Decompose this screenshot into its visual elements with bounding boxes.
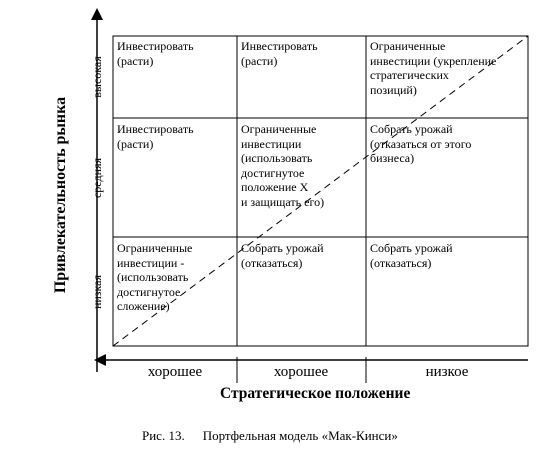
row-label-high: высокая: [90, 56, 104, 98]
cell-low-low: Собрать урожай (отказаться): [370, 241, 453, 270]
cell-high-good-2: Инвестировать (расти): [241, 39, 318, 68]
cell-medium-good-1: Инвестировать (расти): [117, 122, 194, 151]
x-axis-title: Стратегическое положение: [220, 385, 411, 402]
caption-text: Портфельная модель «Мак-Кинси»: [202, 428, 398, 443]
cell-high-good-1: Инвестировать (расти): [117, 39, 194, 68]
cell-medium-low: Собрать урожай (отказаться от этого бизнеса): [370, 122, 472, 165]
column-label-1: хорошее: [147, 364, 203, 380]
figure-caption: [142, 428, 398, 444]
column-label-3: низкое: [425, 364, 469, 380]
cell-low-good-1: Ограниченные инвестиции - (использовать достигнутое сложение): [117, 241, 193, 313]
cell-low-good-2: Собрать урожай (отказаться): [241, 241, 324, 270]
y-axis-title: Привлекательность рынка: [52, 96, 69, 294]
column-label-2: хорошее: [273, 364, 329, 380]
row-label-low: низкая: [90, 274, 104, 310]
caption-figure-number: Рис. 13.: [142, 428, 185, 443]
cell-medium-good-2: Ограниченные инвестиции (использовать достигнутое положение X и защищать его): [241, 122, 325, 209]
row-label-medium: средняя: [90, 157, 104, 199]
cell-high-low: Ограниченные инвестиции (укрепление стратегических позиций): [370, 39, 497, 97]
